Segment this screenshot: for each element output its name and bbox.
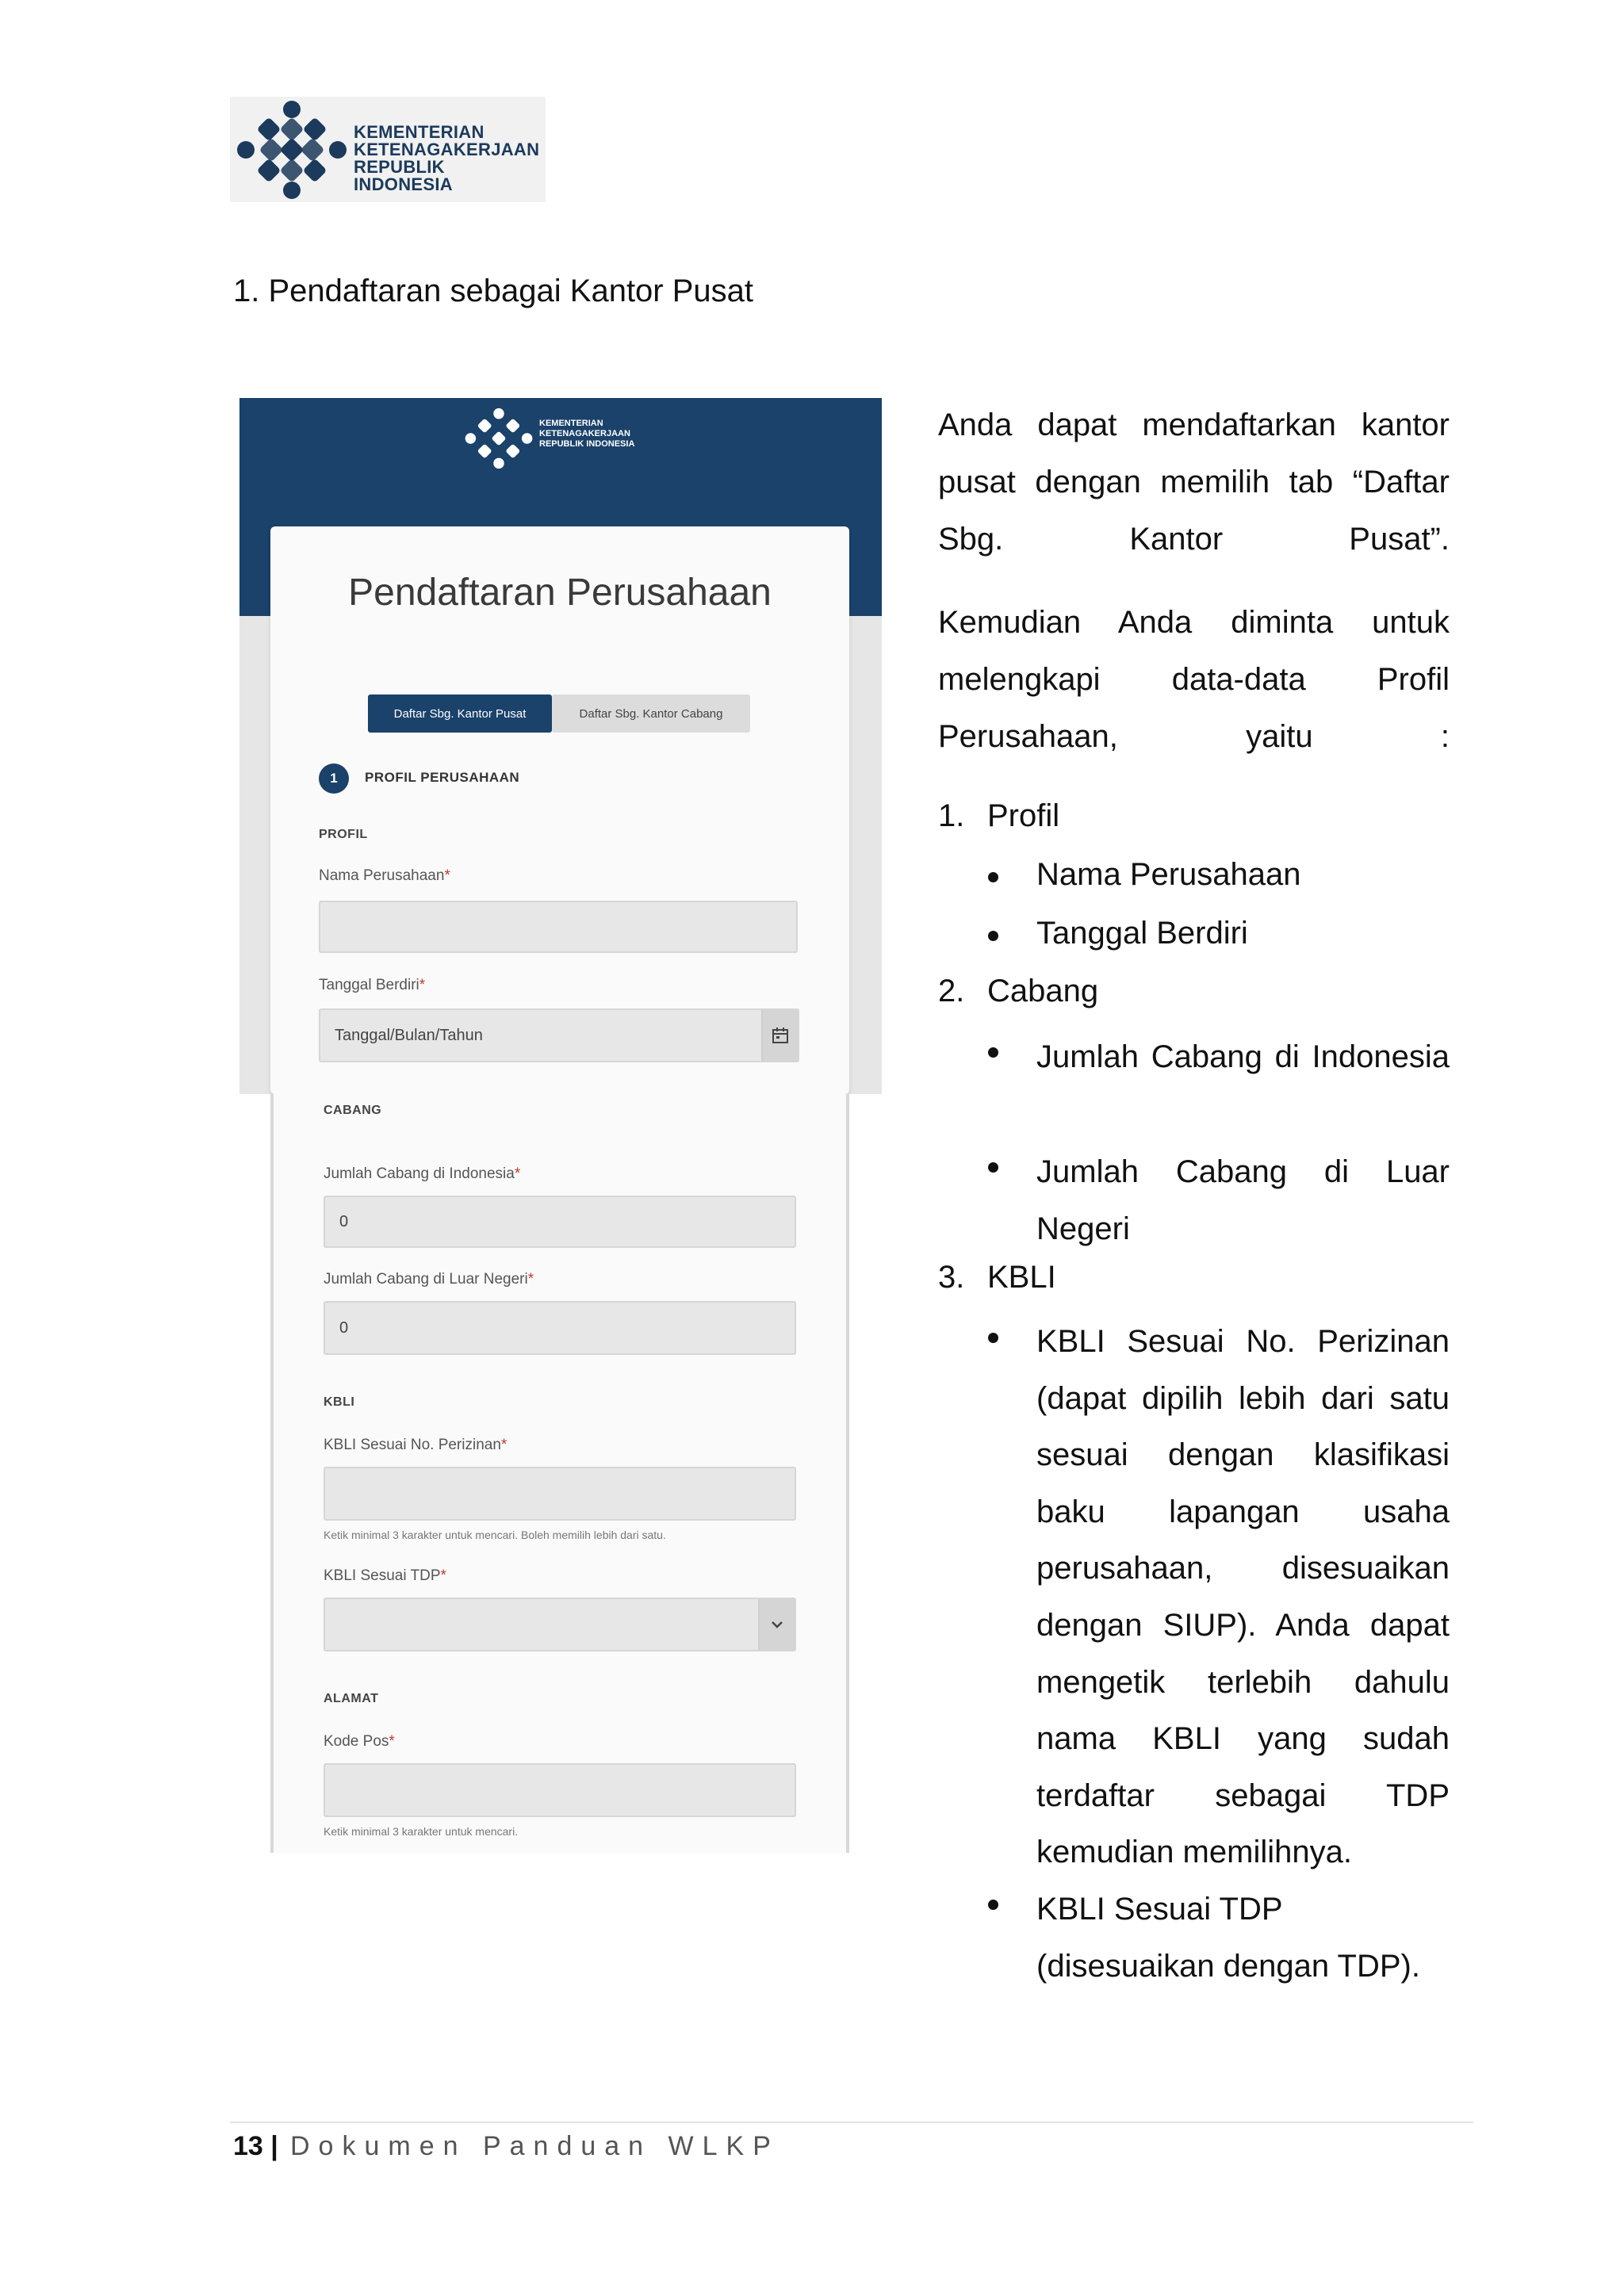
kbli-perizinan-hint: Ketik minimal 3 karakter untuk mencari. Boleh memilih lebih dari satu.: [324, 1529, 666, 1541]
list-label-cabang: Cabang: [987, 974, 1099, 1008]
section-kbli: KBLI: [324, 1395, 355, 1409]
jumlah-cabang-luar-input[interactable]: 0: [324, 1301, 796, 1355]
kode-pos-input[interactable]: [324, 1763, 796, 1817]
list-number-2: 2.: [938, 974, 965, 1008]
ministry-logo: [230, 97, 546, 202]
bullet-nama-perusahaan: Nama Perusahaan: [1036, 857, 1301, 892]
kbli-tdp-select[interactable]: [324, 1598, 796, 1651]
step-number: 1: [319, 763, 349, 794]
list-label-kbli: KBLI: [987, 1260, 1056, 1295]
ministry-name: KEMENTERIAN KETENAGAKERJAAN REPUBLIK INDONESIA: [354, 122, 540, 194]
tab-kantor-cabang[interactable]: Daftar Sbg. Kantor Cabang: [552, 695, 750, 733]
list-label-profil: Profil: [987, 798, 1060, 833]
section-title: 1. Pendaftaran sebagai Kantor Pusat: [233, 274, 754, 308]
kbli-perizinan-label: KBLI Sesuai No. Perizinan*: [324, 1437, 508, 1453]
tanggal-berdiri-placeholder: Tanggal/Bulan/Tahun: [335, 1026, 483, 1044]
list-number-1: 1.: [938, 798, 965, 833]
section-profil: PROFIL: [319, 828, 368, 841]
jumlah-cabang-indonesia-label: Jumlah Cabang di Indonesia*: [324, 1165, 521, 1182]
jumlah-cabang-luar-label: Jumlah Cabang di Luar Negeri*: [324, 1271, 534, 1288]
bullet-kbli-perizinan: KBLI Sesuai No. Perizinan (dapat dipilih lebih dari satu sesuai dengan klasifikasi baku lapangan usaha perusahaan, disesuaikan dengan SIUP). Anda dapat mengetik terlebih dahulu nama KBLI yang sudah terdaftar sebagai TDP kemudian memilihnya.: [1036, 1324, 1450, 1870]
bullet-dot: [988, 1047, 998, 1058]
bullet-jumlah-cabang-indonesia: Jumlah Cabang di Indonesia: [1036, 1039, 1450, 1074]
bullet-dot: [988, 1333, 998, 1343]
banner-emblem-icon: [465, 404, 533, 473]
list-number-3: 3.: [938, 1260, 965, 1295]
kode-pos-label: Kode Pos*: [324, 1733, 395, 1750]
description-paragraph-2: Kemudian Anda diminta untuk melengkapi data-data Profil Perusahaan, yaitu :: [938, 605, 1450, 754]
section-cabang: CABANG: [324, 1104, 382, 1117]
jumlah-cabang-indonesia-input[interactable]: 0: [324, 1196, 796, 1248]
bullet-jumlah-cabang-luar: Jumlah Cabang di Luar Negeri: [1036, 1154, 1450, 1246]
kbli-perizinan-input[interactable]: [324, 1467, 796, 1521]
tanggal-berdiri-label: Tanggal Berdiri*: [319, 977, 426, 993]
calendar-icon[interactable]: [761, 1010, 798, 1061]
nama-perusahaan-input[interactable]: [319, 901, 798, 953]
chevron-down-icon[interactable]: [758, 1599, 795, 1650]
ministry-emblem-icon: [236, 100, 347, 200]
banner-ministry-name: KEMENTERIAN KETENAGAKERJAAN REPUBLIK INDONESIA: [539, 419, 635, 449]
form-title: Pendaftaran Perusahaan: [348, 572, 772, 614]
tab-kantor-pusat[interactable]: Daftar Sbg. Kantor Pusat: [368, 695, 552, 733]
bullet-dot: [988, 1162, 998, 1173]
bullet-kbli-tdp: KBLI Sesuai TDP (disesuaikan dengan TDP).: [1036, 1892, 1420, 1984]
step-label: PROFIL PERUSAHAAN: [365, 770, 520, 785]
footer-page-number: 13 |: [233, 2131, 278, 2161]
bullet-dot: [988, 1900, 998, 1910]
footer-divider: [230, 2122, 1473, 2123]
kode-pos-hint: Ketik minimal 3 karakter untuk mencari.: [324, 1825, 519, 1838]
nama-perusahaan-label: Nama Perusahaan*: [319, 867, 450, 884]
tanggal-berdiri-input[interactable]: [319, 1008, 799, 1062]
kbli-tdp-label: KBLI Sesuai TDP*: [324, 1567, 446, 1584]
description-paragraph-1: Anda dapat mendaftarkan kantor pusat dengan memilih tab “Daftar Sbg. Kantor Pusat”.: [938, 408, 1450, 557]
footer-document-title: Dokumen Panduan WLKP: [290, 2131, 779, 2161]
section-alamat: ALAMAT: [324, 1692, 379, 1705]
bullet-dot: [988, 931, 998, 941]
bullet-tanggal-berdiri: Tanggal Berdiri: [1036, 916, 1248, 951]
bullet-dot: [988, 872, 998, 882]
